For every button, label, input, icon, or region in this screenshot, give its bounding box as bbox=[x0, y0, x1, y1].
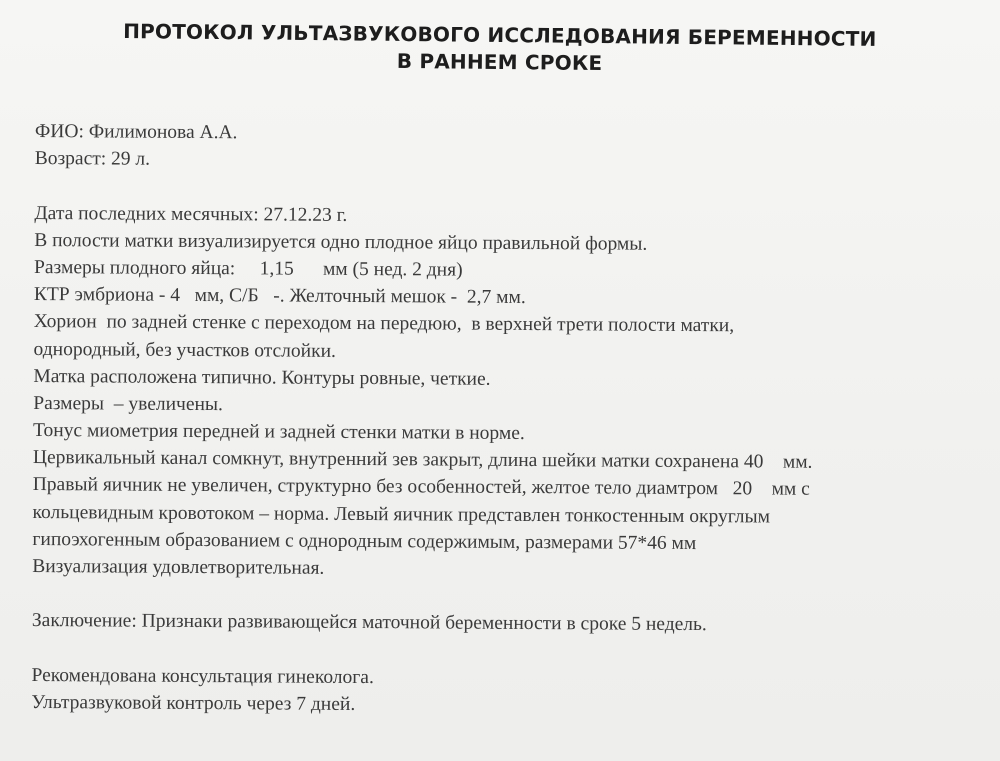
title-line-2: В РАННЕМ СРОКЕ bbox=[396, 48, 603, 76]
recommendation-line: Ультразвуковой контроль через 7 дней. bbox=[31, 691, 356, 715]
finding-line: Размеры – увеличены. bbox=[33, 392, 224, 416]
finding-line: В полости матки визуализируется одно плодное яйцо правильной формы. bbox=[34, 229, 648, 255]
finding-line: Визуализация удовлетворительная. bbox=[32, 555, 325, 579]
finding-line: Размеры плодного яйца: 1,15 мм (5 нед. 2 дня) bbox=[34, 256, 463, 281]
document-body bbox=[31, 118, 985, 722]
patient-age: Возраст: 29 л. bbox=[34, 148, 151, 170]
finding-line: Правый яичник не увеличен, структурно без особенностей, желтое тело диамтром 20 мм с bbox=[32, 474, 810, 501]
title-line-1: ПРОТОКОЛ УЛЬТАЗВУКОВОГО ИССЛЕДОВАНИЯ БЕРЕМЕННОСТИ bbox=[123, 19, 877, 51]
finding-line: однородный, без участков отслойки. bbox=[33, 338, 336, 362]
document-title bbox=[0, 17, 1000, 81]
finding-line: КТР эмбриона - 4 мм, С/Б -. Желточный мешок - 2,7 мм. bbox=[33, 284, 526, 309]
finding-line: кольцевидным кровотоком – норма. Левый яичник представлен тонкостенным округлым bbox=[32, 501, 771, 528]
recommendation-line: Рекомендована консультация гинеколога. bbox=[31, 664, 374, 688]
finding-line: Цервикальный канал сомкнут, внутренний зев закрыт, длина шейки матки сохранена 40 мм. bbox=[32, 447, 813, 474]
finding-line: Хорион по задней стенке с переходом на передюю, в верхней трети полости матки, bbox=[33, 311, 735, 337]
finding-line: гипоэхогенным образованием с однородным содержимым, размерами 57*46 мм bbox=[32, 528, 697, 554]
conclusion: Заключение: Признаки развивающейся маточной беременности в сроке 5 недель. bbox=[31, 610, 707, 636]
patient-name: ФИО: Филимонова А.А. bbox=[34, 120, 238, 144]
finding-line: Тонус миометрия передней и задней стенки матки в норме. bbox=[33, 420, 525, 445]
finding-line: Дата последних месячных: 27.12.23 г. bbox=[34, 202, 348, 226]
finding-line: Матка расположена типично. Контуры ровные, четкие. bbox=[33, 365, 491, 390]
